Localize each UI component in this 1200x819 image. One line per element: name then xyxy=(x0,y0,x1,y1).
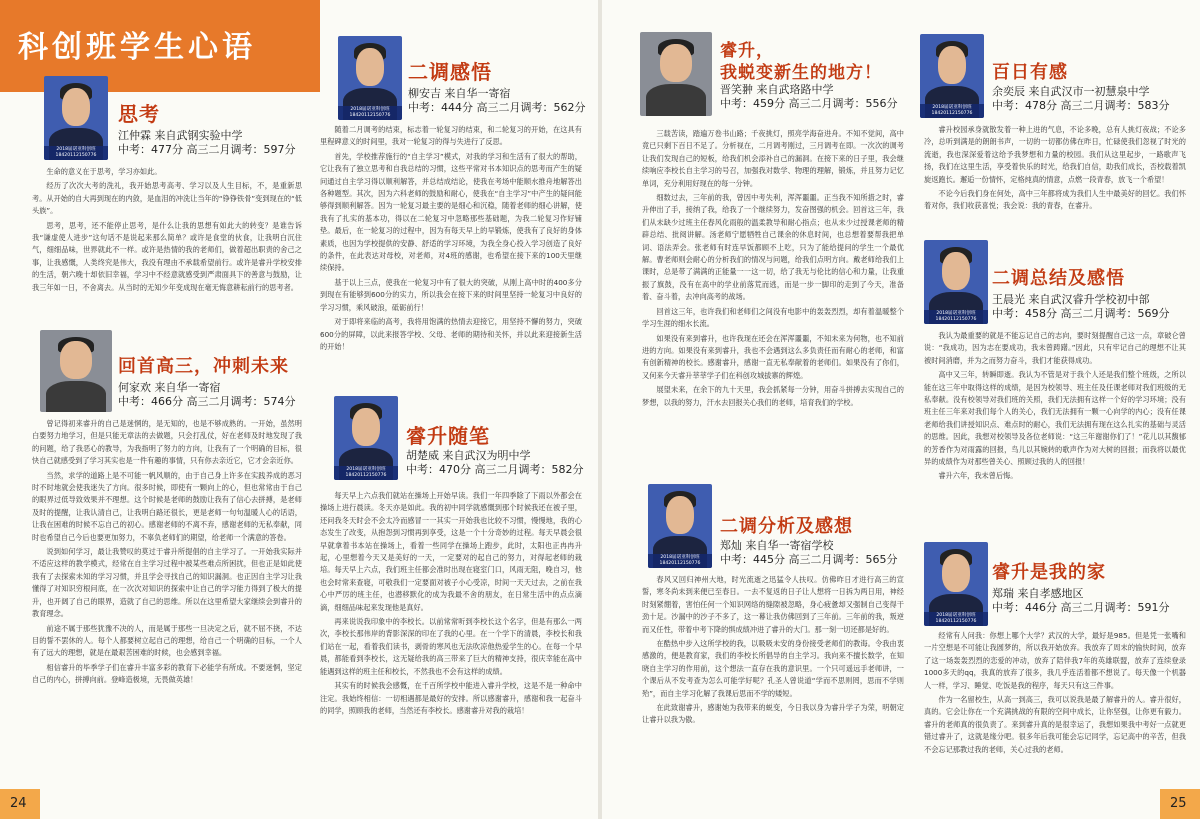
student-name-5: 晋笑翀 来自武珞路中学 xyxy=(720,83,834,96)
paragraph: 细数过去，三年前的我，曾因中考失利，浑浑噩噩。正当我不知所措之时，睿升伸出了手，接纳了我，给我了一个继续努力，发奋图强的机会。回首这三年，我们从未缺少过班主任春风化雨般的温柔教导和耐心指点；也从未少过授课老师的精辟总结、批阅讲解。汤老师宁愿牺牲自己课余的休息时间，也总想着要帮我把单词、语法弄会。张老师有时连早饭都顾不上吃，只为了能给提问的学生一个最优解。曹老师则会耐心的分析我们的情况与问题，给我们点明方向。戴老师给我们上课时，总是带了满满的正能量一一这一切，给了我无与伦比的信心和力量，让我重振了旗鼓，没有在高中的学业前落荒而逃，而是一步一脚印的走到了今天，准备着、奋斗着，去冲向高考的战场。 xyxy=(642,193,904,302)
paragraph: 前途不属于那些犹豫不决的人，而是属于那些一旦决定之后，就不屈不挠，不达目的誓不罢休的人。每个人都要树立起自己的理想，给自己一个明确的目标，一个人有了远大的理想，就是在最艰苦困难的时候，也会感到幸福。 xyxy=(32,623,302,658)
paragraph: 经历了次次大考的洗礼，我开始思考高考、学习以及人生目标，不，是重新思考。从开始的自大再到现在的内敛，是血泪的冲洗让当年的“铮铮铁骨”变到现在的“低头族”。 xyxy=(32,181,302,216)
paragraph: 睿升校园承身就散发着一种上进的气息，不论多晚，总有人挑灯夜战；不论多冷，总听到满是的朗朗书声，一切的一切都仿佛在昨日，忙碌使我们忽视了时光的流逝，我也深深爱着这给予我梦想和力量的校园。我们从这里起步，一路歌声飞扬，我们在这里生活，享受着快乐的时光，给我们自信，助我们成长，否校载着凯旋返跑长。邂逅一份情怀，定格纯真的情意，点燃一段青春，放飞一个希望！ xyxy=(924,125,1186,184)
paragraph: 在酷热中步入这所学校的我，以吸吸未安的身份接受老师们的教诲。令我由衷感激的，便是教育家，我们的李校长所倡导的自主学习。我向来不擅长数学，在知晓自主学习的作用前，这个想法一直存在我的意识里。一个只可遥远手老师讲，一个课后从不发考查为怎么可能学好呢？孔圣人曾说道“学而不思则罔，思而不学则殆”，而自主学习化解了我课后思而不学的矮短。 xyxy=(642,639,904,698)
student-photo-1 xyxy=(44,76,108,160)
paragraph: 曾记得初来睿升的自己是迷惘的，是无知的，也是不够成熟的。一开始，虽然明白要努力地学习，但是只能无章法的去做题，只会打乱仗，好在老师及时地发现了我的问题，给了我恶心的教导，为我指明了努力的方向，让我有了一个明确的目标，很快自己就感受到了学习其实也是一件有趣的事情，只有你去亲近它，它才会亲近你。 xyxy=(32,419,302,466)
student-name-8: 王晨光 来自武汉睿升学校初中部 xyxy=(992,293,1150,306)
heading-5-line1: 睿升， xyxy=(720,41,774,61)
paragraph: 随着二月调考的结束，标志着一轮复习的结束，和二轮复习的开始，在这具有里程碑意义的时间里，我对一轮复习的得与失进行了反思。 xyxy=(320,125,582,147)
paragraph: 其实有的时候我会感慨，在千百所学校中能进入睿升学校，这是不是一种命中注定。我始终相信：一切相遇都是最好的安排。所以感谢睿升，感谢和我一起奋斗的同学，照顾我的老师，当然还有李校长。感谢睿升对我的栽培！ xyxy=(320,681,582,715)
right-page xyxy=(602,0,1200,819)
banner-title: 科创班学生心语 xyxy=(18,30,256,65)
student-scores-9: 中考：446分 高三二月调考：591分 xyxy=(992,601,1170,614)
student-scores-8: 中考：458分 高三二月调考：569分 xyxy=(992,307,1170,320)
article-2 xyxy=(32,418,302,810)
page-number-right: 25 xyxy=(1170,796,1187,811)
student-scores-5: 中考：459分 高三二月调考：556分 xyxy=(720,97,898,110)
student-name-9: 郑瑞 来自孝感地区 xyxy=(992,587,1084,600)
photo-caption: 2018届诺亚科创班 18420112150776 xyxy=(648,554,712,568)
student-photo-8 xyxy=(924,240,988,324)
photo-caption: 2018届诺亚科创班 18420112150776 xyxy=(44,146,108,160)
paragraph: 经常有人问我：你想上哪个大学？武汉的大学，最好是985。但是凭一张嘴和一片空想是不可能让我圆梦的，所以我开始放弃。我放弃了周末的愉快时间，放弃了这一场轰轰烈烈的恋爱的冲动，放弃了陪伴我7年的英雄联盟，放弃了连续登录1000多天的qq，我真的放弃了很多，我几乎连活着都不想说了。每天像一个机器人一样，学习、睡觉、吃饭是我的程序，每天只有这三件事。 xyxy=(924,631,1186,690)
heading-8: 二调总结及感悟 xyxy=(992,268,1125,289)
heading-1: 思考 xyxy=(118,102,160,126)
paragraph: 在此致谢睿升，感谢她为我带来的蜕变，今日我以身为睿升学子为荣，明朝定让睿升以我为傲。 xyxy=(642,703,904,725)
photo-caption: 2018届诺亚科创班 18420112150776 xyxy=(920,104,984,118)
paragraph: 说到如何学习，最让我赞叹的莫过于睿升所提倡的自主学习了。一开始我实际并不适应这样的教学模式，经常在自主学习过程中被某些难点所困扰，但也正是如此使我有了去探索未知的学习习惯，并且学会寻找自己的知识漏洞。也正因自主学习让我懂得了对知识穷根问底，在一次次对知识的探索中让自己的学习能力得到了极大的提升，也开阔了自己的眼界，造就了自己的思维。所以在这里希望大家继续会到睿升的教育理念。 xyxy=(32,547,302,619)
paragraph: 作为一名留校生，从高一到高三，我可以说我是最了解睿升的人。睿升很好，真的。它会让你在一个充满挑战的有限的空间中成长，让你坚强，让你更有毅力。睿升的老师真的很负责了。来到睿升真的是很幸运了，我想如果我中考好一点就更错过睿升了，这就是缘分吧。很多年后我可能会忘记同学，忘记高中的辛苦，但我不会忘记那教过我的老师，关心过我的老师。 xyxy=(924,695,1186,754)
paragraph: 生命的意义在于思考，学习亦如此。 xyxy=(46,167,162,176)
article-5 xyxy=(642,128,904,472)
paragraph: 回首这三年，也许我们和老师们之间没有电影中的轰轰烈烈，却有着温暖整个学习生涯的细水长流。 xyxy=(642,306,904,329)
paragraph: 高中又三年，转瞬即逝。我认为不管是对于我个人还是我们整个班级，之所以能在这三年中取得这样的成绩，是因为校领导、班主任及任课老师对我们班级的无私奉献。没有校领导对我们班的关照，我们无法拥有这样一个好的学习环境；没有班主任三年来对我们每个人的关心，我们无法拥有一颗一心向学的内心；没有任课老师给我们讲授知识点、难点时的耐心，我们无法拥有现在这么扎实的基础与灵活的思维。因此，我想对校领导及各位老师说：“这三年谢谢你们了！”花儿以其馥郁的芳香作为对雨露的回报，鸟儿以其婉转的歌声作为对大树的回报；而我将以最优异的成绩作为对那些曾关心、照顾过我的人的回报！ xyxy=(924,370,1186,467)
heading-4: 睿升随笔 xyxy=(406,424,490,448)
student-photo-4 xyxy=(334,396,398,480)
heading-3: 二调感悟 xyxy=(408,60,492,84)
heading-9: 睿升是我的家 xyxy=(992,562,1106,583)
student-photo-7 xyxy=(920,34,984,118)
paragraph: 展望未来，在余下的九十天里，我会抓紧每一分钟，用奋斗拼搏去实现自己的梦想，以我的努力，汗水去回报关心我们的老师，培育我们的学校。 xyxy=(642,385,904,407)
heading-7: 百日有感 xyxy=(992,62,1068,83)
photo-caption: 2018届诺亚科创班 18420112150776 xyxy=(334,466,398,480)
student-photo-2 xyxy=(40,330,112,412)
paragraph: 不论今后我们身在何处，高中三年都将成为我们人生中最美好的回忆。我们怀着对你，我们收获喜悦；我会说：我的青春，在睿升。 xyxy=(924,189,1186,211)
left-page xyxy=(0,0,598,819)
student-name-4: 胡楚威 来自武汉为明中学 xyxy=(406,449,531,462)
paragraph: 睿升六年，我未曾后悔。 xyxy=(938,471,1018,481)
page-number-left: 24 xyxy=(10,796,27,811)
photo-caption: 2018届诺亚科创班 18420112150776 xyxy=(924,612,988,626)
heading-5-line2: 我蜕变新生的地方！ xyxy=(720,63,882,83)
paragraph: 对于即将来临的高考，我将用饱满的热情去迎接它，用坚持不懈的努力，突破600分的屏障，以此来报答学校、父母、老师的期待和关怀，并以此来迎接新生活的开始！ xyxy=(320,317,582,351)
paragraph: 三载苦读，踏遍万卷书山路；千夜挑灯，照亮学海奋进舟。不知不觉间，高中竟已只剩下百日不足了。分析视在，二月调考刚过，三月调考在即。一次次的调考让我们发现自己的短板，给我们机会添补自己的漏洞。在接下来的日子里，我会继续响应李校长自主学习的号召，加强我对数学、物理的理解，锻炼，并且努力记忆单词，充分利用好现在的每一分钟。 xyxy=(642,129,904,188)
student-scores-2: 中考：466分 高三二月调考：574分 xyxy=(118,395,296,408)
student-photo-9 xyxy=(924,542,988,626)
article-3 xyxy=(320,124,582,378)
article-8 xyxy=(924,330,1186,536)
student-photo-3 xyxy=(338,36,402,120)
student-name-3: 柳安吉 来自华一寄宿 xyxy=(408,87,511,100)
student-name-1: 江仲霖 来自武钢实验中学 xyxy=(118,129,243,142)
student-name-7: 余奕辰 来自武汉市一初慧泉中学 xyxy=(992,85,1150,98)
student-photo-6 xyxy=(648,484,712,568)
paragraph: 基于以上三点，使我在一轮复习中有了很大的突破，从刚上高中时的400多分到现在有能够到600分的实力，所以我会在接下来的时间里坚持一轮复习中良好的学习习惯，乘风破浪，砥砺前行！ xyxy=(320,277,582,312)
heading-2: 回首高三，冲刺未来 xyxy=(118,356,289,377)
paragraph: 当然，求学的道路上是不可能一帆风顺的，由于自己身上许多在实践养成的恶习时不时地就会使我迷失了方向。很多时候，即使有一颗向上的心，但也常常由于自己的眼界过低导致效果并不理想。这个时候是老师的鼓励让我有了信心去拼搏，是老师及时的提醒，让我认清自己，让我明白路还很长，更是老师一句句温暖人心的话语，让我在困难的时候不忘自己的初心。感谢老师的不离不弃，感谢老师的无私奉献，同时也希望自己今后也要更加努力，不辜负老师们的期望，给老师一个满意的答卷。 xyxy=(32,470,302,542)
paragraph: 再来说说我印象中的李校长。以前常常听到李校长这个名字，但是有那么一两次，李校长那伟岸的背影深深的印在了我的心里。在一个学下的清晨，李校长和我们站在一起，看着我们读书，剥骨的寒风也无法吹凉他热爱学生的心。在每一个早晨，都能看到李校长，这无疑给我的高三带来了巨大的精神支持，很庆幸能在高中能遇到这样的班主任和校长，不然我也不会有这样的成绩。 xyxy=(320,617,582,676)
photo-caption: 2018届诺亚科创班 18420112150776 xyxy=(924,310,988,324)
student-scores-7: 中考：478分 高三二月调考：583分 xyxy=(992,99,1170,112)
paragraph: 每天早上六点我们就站在操场上开始早读。我们一年四季除了下雨以外都会在操场上进行晨读。冬天亦是如此。我的初中同学就感慨到那个时候我还在被子里，还问我冬天时会不会太冷而感冒一一其实一开始我也比较不习惯，慢慢地，我的心态发生了改变，从抱怨到习惯再到享受，这是一个十分奇妙的过程。每天早晨会很早就拿着书本站在操场上，看着一些同学在操场上跑步，此时，太阳也正冉冉升起，心里想着今天又是美好的一天，一定要对的起自己的努力，对得起老师的栽培。每天早上六点，我们班主任都会准时出现在寝室门口，风雨无阻，晚自习，他也会时常来查寝，可敬我们一定要面对被子小心受凉，时间一天天过去，之前在我心中严厉的班主任，也潜移默化的成为我最不舍的朋友，在日常生活中的点点滴滴，细细品味起来发现他是真好。 xyxy=(320,491,582,612)
paragraph: 如果没有来到睿升，也许我现在还会在浑浑噩噩，不知未来为何物，也不知前进的方向。如果没有来到睿升，我也不会遇到这么多负责任而有耐心的老师，和富有创新精神的校长。感谢睿升，感谢一直无私奉献着的老师们。如果没有了你们，又何来今天睿升莘莘学子们在科创攻城拔寨的辉煌。 xyxy=(642,333,904,380)
paragraph: 我认为最重要的就是不能忘记自己的志向，要时刻提醒自己这一点，章破仑曾说：“我成功，因为志在要成功，我未曾踌躇。”因此，只有牢记自己的理想不让其被时间消磨，并为之而努力奋斗，我们才能获得成功。 xyxy=(924,331,1186,365)
article-1 xyxy=(32,166,302,324)
heading-6: 二调分析及感想 xyxy=(720,516,853,537)
article-7 xyxy=(924,124,1186,224)
paragraph: 思考，思考，还不能停止思考，是什么让我的思想有如此大的转变？是谁告诉我“谦虚使人进步”这句话不是说起来那么简单？或许是食堂的伙食，让我明白沉住气，细细品味，世界就此不一样。或许是热情的我的老师们，做着超出职责的舍己之事，让我感慨，人类终究是伟大，我没有理由不承载希望前行。或许是睿升学校安排的生活，朝六晚十却依旧幸福，学习中不经意就感受到严肃面具下的善意与鼓励，让我三年如一日，不舍离去。从当时的无知少年变成现在毫无悔意耕耘前行的思考者。 xyxy=(32,220,302,292)
student-photo-5 xyxy=(640,32,712,116)
article-4 xyxy=(320,490,582,810)
article-6 xyxy=(642,574,904,810)
student-scores-3: 中考：444分 高三二月调考：562分 xyxy=(408,101,586,114)
student-name-6: 郑灿 来自华一寄宿学校 xyxy=(720,539,834,552)
paragraph: 春风又回归神州大地，时光流逝之迅猛令人扶叹。仿佛昨日才进行高三的宣誓，寒冬尚未到来便已至春日。一去不复返的日子让人想将一日拆为两日用，神经时刻紧绷着，害怕任何一个知识网络的缝隙被忽略，身心疲惫却又强制自己变得干劲十足。沙漏中的沙子不多了，这一幕让我仿佛回到了三年前。三年前的我，叛逆而又任性，带着中考下降的惧成绩冲进了睿升的大门。那一刻一切还都是好的。 xyxy=(642,575,904,634)
student-scores-1: 中考：477分 高三二月调考：597分 xyxy=(118,143,296,156)
article-9 xyxy=(924,630,1186,810)
paragraph: 相信睿升的毕季学子们在睿升丰富多彩的教育下必能学有所成。不要迷惘，坚定自己的内心，拼搏向前。登峰造极境，无畏做英雄！ xyxy=(32,662,302,685)
student-name-2: 何家欢 来自华一寄宿 xyxy=(118,381,221,394)
paragraph: 首先，学校推荐施行的“自主学习”模式，对我的学习和生活有了很大的帮助，它让我有了独立思考和自我总结的习惯，这些平常对书本知识点的思考而产生的疑问通过自主学习得以顺利解答，并总结成结论，使我在考场中能顺水推舟地解答出各种题型。其次，因为六科老师的鼓励和耐心，使我在“自主学习”中产生的疑问能够得到顺利解答。因为一轮复习最主要的是细心和沉稳，随着老师的细心讲解，使我有了扎实的基本功，得以在二轮复习中忽略那些基础题，为我二轮复习作好铺垫。最后，在一轮复习的过程中，因为有每天早上的早锻炼，使我有了良好的身体素质，也因为学校提供的安静、舒适的学习环境，为我全身心投入学习创造了良好的条件，在此表达对母校，对老师，对4班的感谢，也希望在接下来的100天里继续保持。 xyxy=(320,151,582,273)
student-scores-4: 中考：470分 高三二月调考：582分 xyxy=(406,463,584,476)
student-scores-6: 中考：445分 高三二月调考：565分 xyxy=(720,553,898,566)
photo-caption: 2018届诺亚科创班 18420112150776 xyxy=(338,106,402,120)
